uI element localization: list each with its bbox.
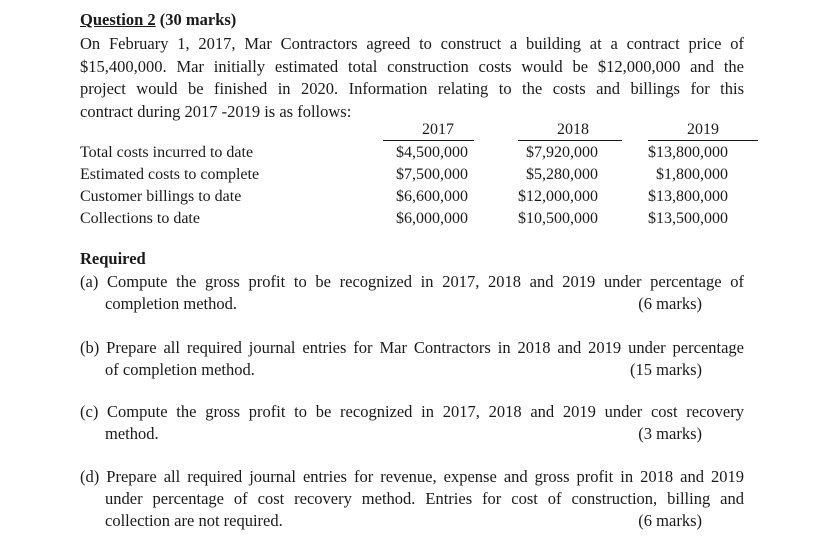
cell-value: $7,920,000 <box>526 144 598 161</box>
row-label: Collections to date <box>80 210 200 227</box>
part-text: (a) Compute the gross profit to be recognized in 2017, 2018 and 2019 under percentage of <box>80 272 744 291</box>
cell-value: $6,000,000 <box>396 210 468 227</box>
part-last-line <box>80 423 744 445</box>
part-d <box>80 466 744 532</box>
required-heading: Required <box>80 249 146 268</box>
year-header-2019: 2019 <box>687 121 719 138</box>
part-last-line <box>80 293 744 315</box>
cell-value: $1,800,000 <box>656 166 728 183</box>
table-row <box>80 166 740 188</box>
cell-value: $7,500,000 <box>396 166 468 183</box>
part-marks: (6 marks) <box>638 294 702 313</box>
question-number: Question 2 <box>80 10 156 29</box>
part-marks: (6 marks) <box>638 511 702 530</box>
part-text: completion method. <box>105 294 237 313</box>
row-label: Total costs incurred to date <box>80 144 254 161</box>
row-label: Estimated costs to complete <box>80 166 260 183</box>
cell-value: $10,500,000 <box>518 210 598 227</box>
part-text: (b) Prepare all required journal entries for Mar Contractors in 2018 and 2019 under percentage <box>80 338 744 357</box>
part-text: method. <box>105 424 159 443</box>
part-a <box>80 271 744 315</box>
year-underline <box>383 140 474 141</box>
year-underline <box>518 140 622 141</box>
intro-line: project would be finished in 2020. Information relating to the costs and billings for this <box>80 79 744 98</box>
intro-line: $15,400,000. Mar initially estimated total construction costs would be $12,000,000 and the <box>80 56 744 76</box>
table-row <box>80 188 740 210</box>
question-heading <box>80 10 236 30</box>
part-last-line <box>80 359 744 381</box>
question-marks: (30 marks) <box>159 10 237 29</box>
year-header-2017: 2017 <box>422 121 454 138</box>
year-underline <box>648 140 758 141</box>
part-text: collection are not required. <box>105 511 283 530</box>
cell-value: $13,500,000 <box>648 210 728 227</box>
table-header-row <box>80 121 740 143</box>
cell-value: $4,500,000 <box>396 144 468 161</box>
part-text: (c) Compute the gross profit to be recognized in 2017, 2018 and 2019 under cost recovery <box>80 402 744 421</box>
table-row <box>80 144 740 166</box>
part-text: under percentage of cost recovery method. Entries for cost of construction, billing and <box>105 489 744 508</box>
part-c <box>80 401 744 445</box>
intro-line: On February 1, 2017, Mar Contractors agreed to construct a building at a contract price of <box>80 34 744 53</box>
year-header-2018: 2018 <box>557 121 589 138</box>
cell-value: $13,800,000 <box>648 144 728 161</box>
part-b <box>80 337 744 381</box>
table-row <box>80 210 740 232</box>
part-marks: (15 marks) <box>630 360 702 379</box>
part-last-line <box>80 510 744 532</box>
cell-value: $5,280,000 <box>526 166 598 183</box>
part-text: (d) Prepare all required journal entries for revenue, expense and gross profit in 2018 and 2019 <box>80 467 744 486</box>
part-text: of completion method. <box>105 360 255 379</box>
cell-value: $12,000,000 <box>518 188 598 205</box>
row-label: Customer billings to date <box>80 188 242 205</box>
part-marks: (3 marks) <box>638 424 702 443</box>
cell-value: $13,800,000 <box>648 188 728 205</box>
question-intro <box>80 33 744 123</box>
cell-value: $6,600,000 <box>396 188 468 205</box>
intro-line: contract during 2017 -2019 is as follows: <box>80 101 352 121</box>
